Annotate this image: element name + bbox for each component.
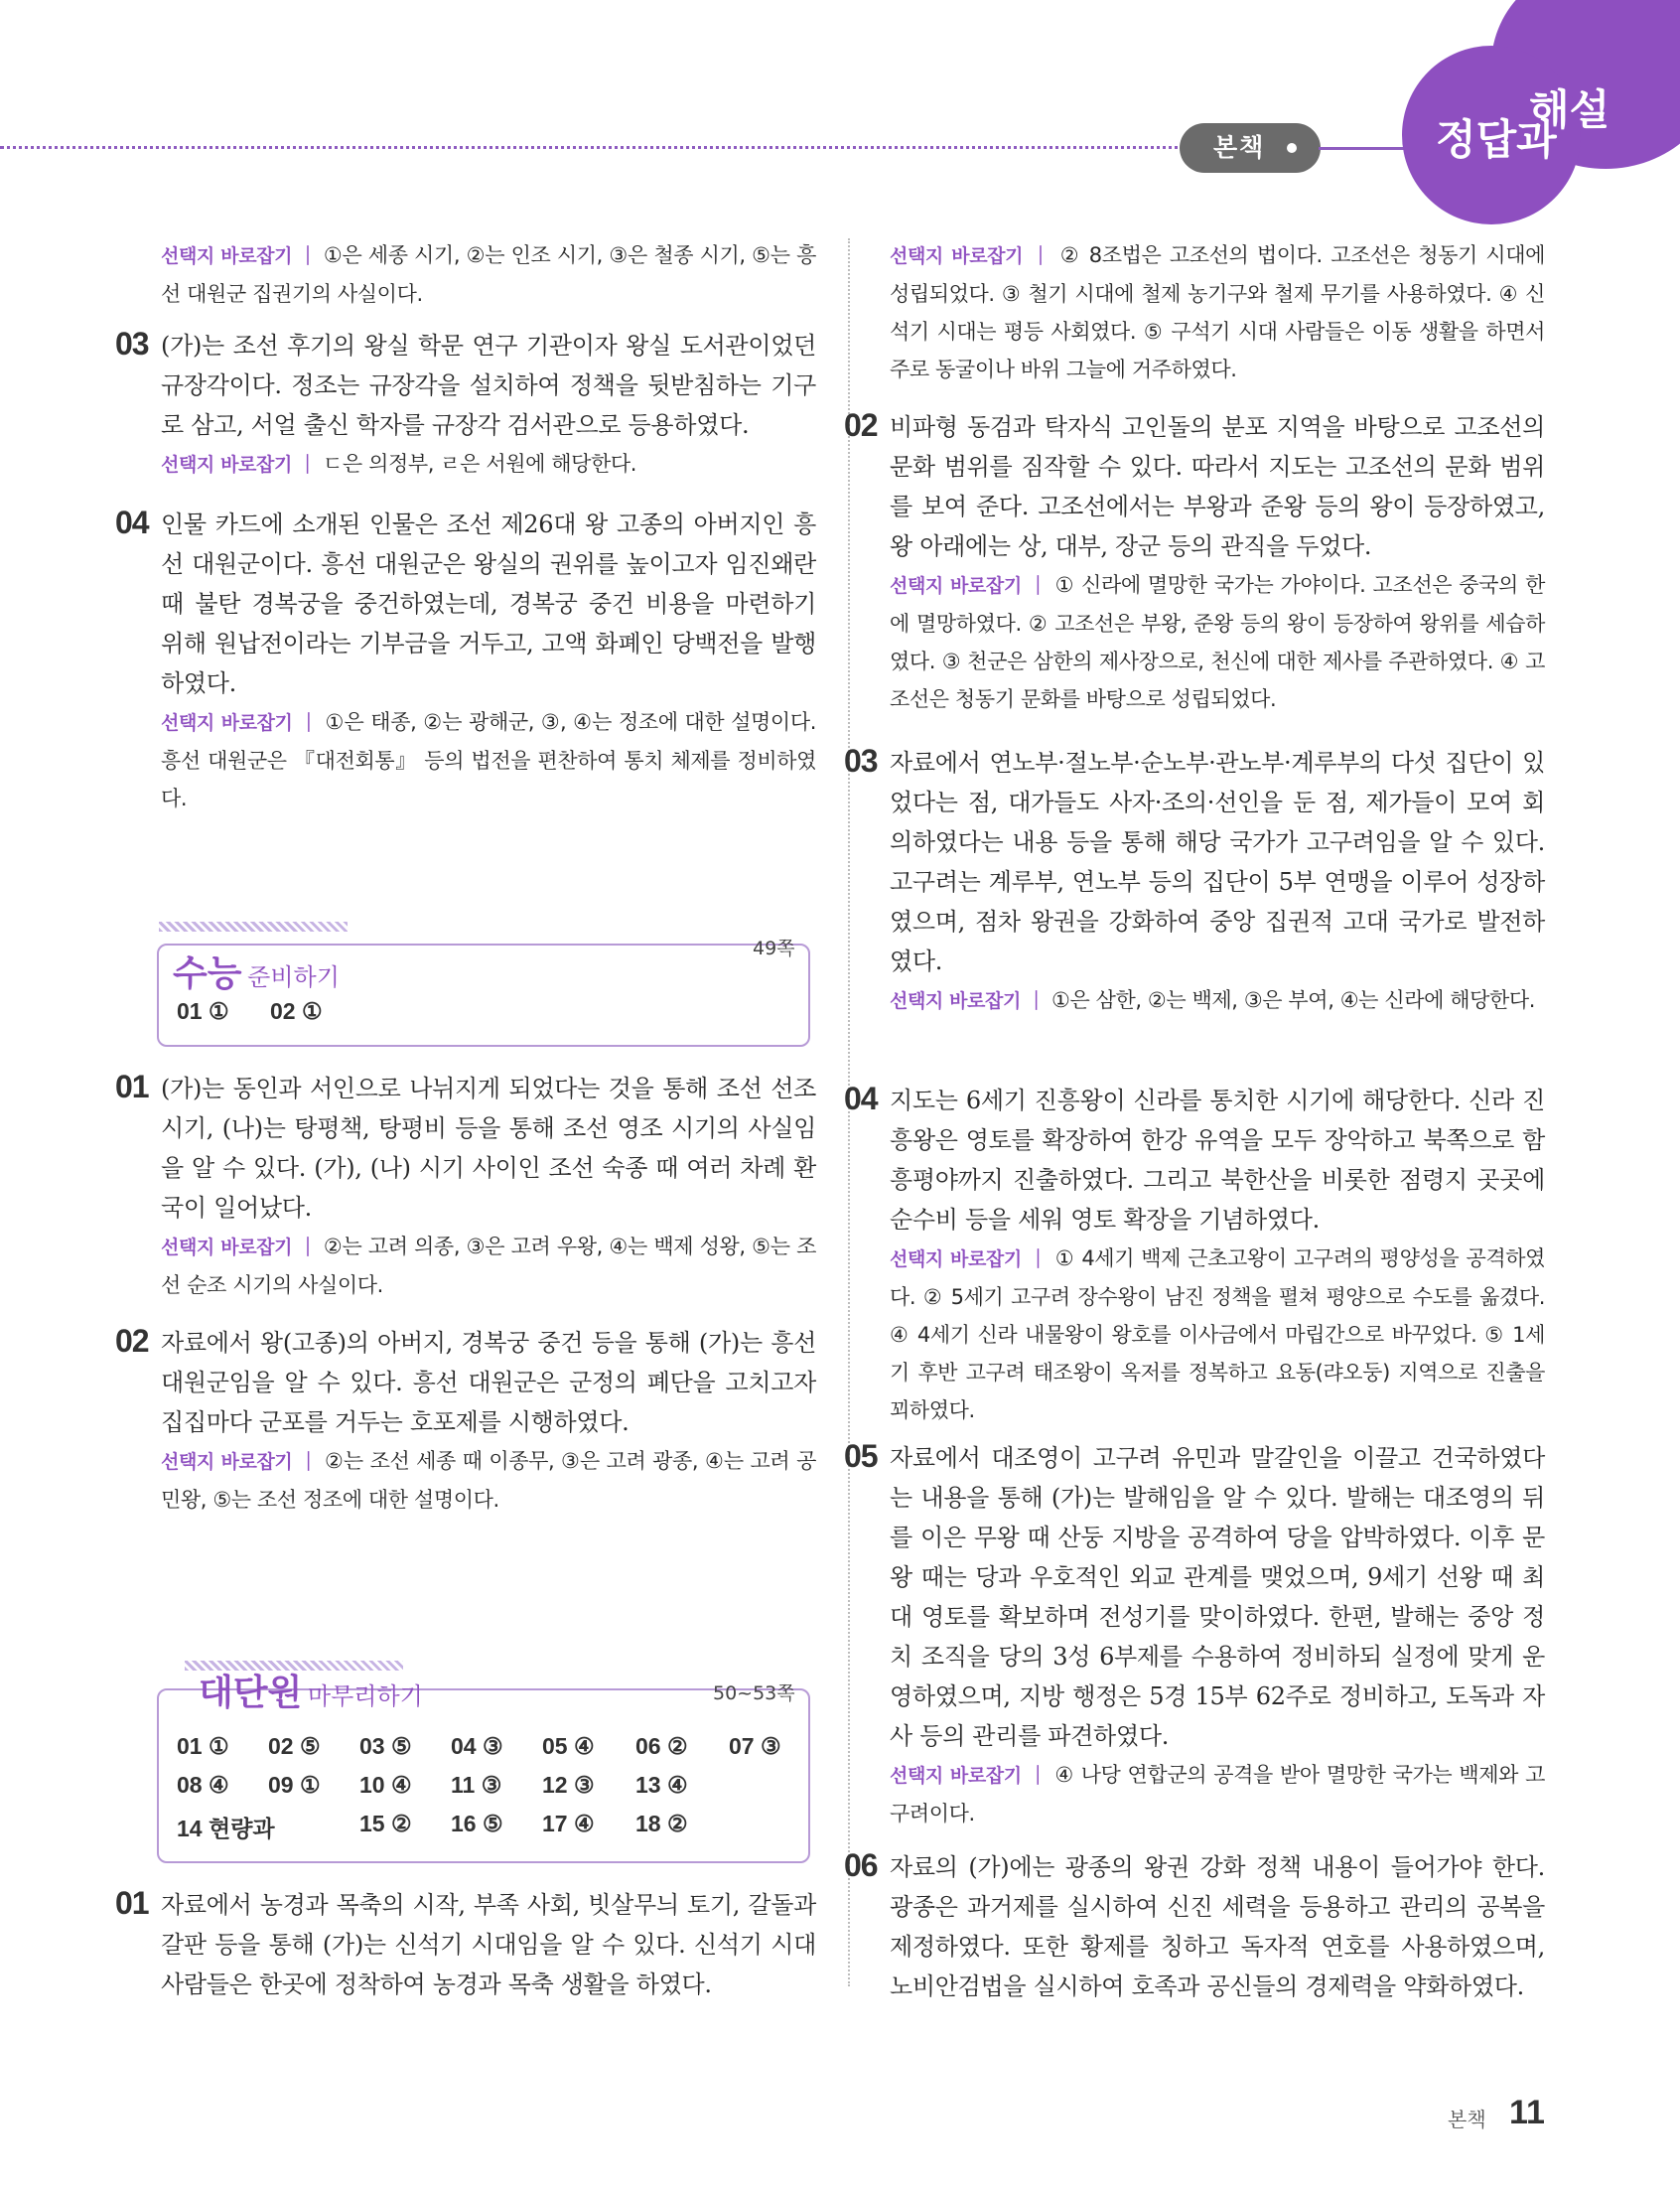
page-number: 11 [1509,2094,1545,2131]
answer-cell: 11 ③ [451,1772,502,1798]
answer-cell: 01 ① [177,1733,229,1759]
fix-text: ② 8조법은 고조선의 법이다. 고조선은 청동기 시대에 성립되었다. ③ 철기 시대에 철제 농기구와 철제 무기를 사용하였다. ④ 신석기 시대는 평등 사회였다. ⑤ 구석기 시대 사람들은 이동 생활을 하면서 주로 동굴이나 바위 그늘에 거주하였다. [890,243,1545,381]
item-text: 자료에서 연노부·절노부·순노부·관노부·계루부의 다섯 집단이 있었다는 점, 대가들도 사자·조의·선인을 둔 점, 제가들이 모여 회의하였다는 내용 등을 통해 해당 국가가 고구려임을 알 수 있다. 고구려는 계루부, 연노부 등의 집단이 5부 연맹을 이루어 성장하였으며, 점차 왕권을 강화하여 중앙 집권적 고대 국가로 발전하였다. [890,749,1545,975]
pill-dot [1287,143,1297,153]
suneung-item-01 [115,1069,816,1304]
left-item-04 [115,505,816,817]
section-pill [1180,123,1321,173]
fix-text: ① 4세기 백제 근초고왕이 고구려의 평양성을 공격하였다. ② 5세기 고구려 장수왕이 남진 정책을 펼쳐 평양으로 수도를 옮겼다. ④ 4세기 신라 내물왕이 왕호를 이사금에서 마립간으로 바꾸었다. ⑤ 1세기 후반 고구려 태조왕이 옥저를 정복하고 요동(랴오둥) 지역으로 진출을 꾀하였다. [890,1246,1545,1422]
item-text: 자료에서 대조영이 고구려 유민과 말갈인을 이끌고 건국하였다는 내용을 통해 (가)는 발해임을 알 수 있다. 발해는 대조영의 뒤를 이은 무왕 때 산둥 지방을 공격하여 당을 압박하였다. 이후 문왕 때는 당과 우호적인 외교 관계를 맺었으며, 9세기 선왕 때 최대 영토를 확보하며 전성기를 맞이하였다. 한편, 발해는 중앙 정치 조직을 당의 3성 6부제를 수용하여 정비하되 실정에 맞게 운영하였으며, 지방 행정은 5경 15부 62주로 정비하고, 도독과 자사 등의 관리를 파견하였다. [890,1444,1545,1750]
fix-text: ①은 세종 시기, ②는 인조 시기, ③은 철종 시기, ⑤는 흥선 대원군 집권기의 사실이다. [161,243,816,306]
item-text: (가)는 동인과 서인으로 나뉘지게 되었다는 것을 통해 조선 선조 시기, (나)는 탕평책, 탕평비 등을 통해 조선 영조 시기의 사실임을 알 수 있다. (가), (나) 시기 사이인 조선 숙종 때 여러 차례 환국이 일어났다. [161,1075,816,1222]
answer-cell: 13 ④ [635,1772,688,1798]
suneung-answer-01: 01 ① [177,998,229,1024]
item-number: 02 [115,1323,149,1359]
daedanwon-title-big: 대단원 [199,1673,303,1713]
answer-cell: 15 ② [359,1811,412,1836]
answer-cell: 05 ④ [542,1733,595,1759]
fix-tag: 선택지 바로잡기 ｜ [161,712,319,734]
fix-text: ① 신라에 멸망한 국가는 가야이다. 고조선은 중국의 한에 멸망하였다. ② 고조선은 부왕, 준왕 등의 왕이 등장하여 왕위를 세습하였다. ③ 천군은 삼한의 제사장으로, 천신에 대한 제사를 주관하였다. ④ 고조선은 청동기 문화를 바탕으로 성립되었다. [890,573,1545,711]
item-text: 인물 카드에 소개된 인물은 조선 제26대 왕 고종의 아버지인 흥선 대원군이다. 흥선 대원군은 왕실의 권위를 높이고자 임진왜란 때 불탄 경복궁을 중건하였는데, 경복궁 중건 비용을 마련하기 위해 원납전이라는 기부금을 거두고, 고액 화폐인 당백전을 발행하였다. [161,511,816,697]
header-dotted-line [0,146,1281,149]
fix-tag: 선택지 바로잡기 ｜ [161,245,318,267]
right-item-02 [844,407,1545,718]
fix-text: ②는 고려 의종, ③은 고려 우왕, ④는 백제 성왕, ⑤는 조선 순조 시기의 사실이다. [161,1235,816,1297]
fix-tag: 선택지 바로잡기 ｜ [890,245,1052,267]
brand-main: 정답과 [1436,115,1557,164]
fix-tag: 선택지 바로잡기 ｜ [161,1451,319,1473]
section-label: 본책 [1213,133,1266,162]
answer-cell: 03 ⑤ [359,1733,412,1759]
item-number: 01 [115,1069,149,1104]
fix-tag: 선택지 바로잡기 ｜ [890,990,1046,1012]
fix-text: ①은 삼한, ②는 백제, ③은 부여, ④는 신라에 해당한다. [1051,988,1536,1012]
item-number: 01 [115,1885,149,1921]
fix-tag: 선택지 바로잡기 ｜ [161,1237,318,1258]
item-number: 04 [115,505,149,540]
item-text: 비파형 동검과 탁자식 고인돌의 분포 지역을 바탕으로 고조선의 문화 범위를 짐작할 수 있다. 따라서 지도는 고조선의 문화 범위를 보여 준다. 고조선에서는 부왕과 준왕 등의 왕이 등장하였고, 왕 아래에는 상, 대부, 장군 등의 관직을 두었다. [890,413,1545,560]
answer-cell: 09 ① [268,1772,321,1798]
answer-cell: 16 ⑤ [451,1811,503,1836]
item-text: 자료에서 농경과 목축의 시작, 부족 사회, 빗살무늬 토기, 갈돌과 갈판 등을 통해 (가)는 신석기 시대임을 알 수 있다. 신석기 시대 사람들은 한곳에 정착하여 농경과 목축 생활을 하였다. [161,1891,816,1998]
suneung-hatch [159,922,348,932]
pill-connector [1319,147,1408,150]
right-item-03 [844,743,1545,1020]
fix-text: ①은 태종, ②는 광해군, ③, ④는 정조에 대한 설명이다. 흥선 대원군은 『대전회통』 등의 법전을 편찬하여 통치 체제를 정비하였다. [161,710,816,810]
fix-tag: 선택지 바로잡기 ｜ [890,1765,1049,1787]
fix-tag: 선택지 바로잡기 ｜ [890,575,1049,597]
answer-cell: 17 ④ [542,1811,595,1836]
answer-cell: 04 ③ [451,1733,503,1759]
item-number: 04 [844,1081,878,1116]
answer-cell: 14 현량과 [177,1816,275,1841]
right-item-04 [844,1081,1545,1429]
fix-text: ④ 나당 연합군의 공격을 받아 멸망한 국가는 백제와 고구려이다. [890,1763,1545,1825]
suneung-title [173,946,340,996]
item-number: 03 [844,743,878,779]
brand-sub: 해설 [1529,85,1610,134]
daedanwon-title-small: 마무리하기 [307,1682,423,1710]
fix-tag: 선택지 바로잡기 ｜ [890,1248,1049,1270]
suneung-answer-02: 02 ① [270,998,323,1024]
answer-cell: 18 ② [635,1811,688,1836]
item-text: 자료에서 왕(고종)의 아버지, 경복궁 중건 등을 통해 (가)는 흥선 대원군임을 알 수 있다. 흥선 대원군은 군정의 폐단을 고치고자 집집마다 군포를 거두는 호포제를 시행하였다. [161,1329,816,1436]
fix-text: ②는 조선 세종 때 이종무, ③은 고려 광종, ④는 고려 공민왕, ⑤는 조선 정조에 대한 설명이다. [161,1449,816,1512]
fix-text: ㄷ은 의정부, ㄹ은 서원에 해당한다. [323,452,637,476]
item-number: 02 [844,407,878,443]
suneung-title-small: 준비하기 [247,963,340,991]
fix-tag: 선택지 바로잡기 ｜ [161,454,317,476]
daedanwon-page-ref: 50~53쪽 [713,1682,795,1704]
suneung-item-02 [115,1323,816,1519]
item-text: 자료의 (가)에는 광종의 왕권 강화 정책 내용이 들어가야 한다. 광종은 과거제를 실시하여 신진 세력을 등용하고 관리의 공복을 제정하였다. 또한 황제를 칭하고 독자적 연호를 사용하였으며, 노비안검법을 실시하여 호족과 공신들의 경제력을 약화하였다. [890,1853,1545,2000]
item-number: 03 [115,326,149,362]
item-number: 05 [844,1438,878,1474]
answer-cell: 12 ③ [542,1772,595,1798]
answer-cell: 02 ⑤ [268,1733,321,1759]
right-item-05 [844,1438,1545,1832]
left-item-03 [115,326,816,484]
right-intro-fix [890,236,1545,388]
item-number: 06 [844,1847,878,1883]
item-text: 지도는 6세기 진흥왕이 신라를 통치한 시기에 해당한다. 신라 진흥왕은 영토를 확장하여 한강 유역을 모두 장악하고 북쪽으로 함흥평야까지 진출하였다. 그리고 북한산을 비롯한 점령지 곳곳에 순수비 등을 세워 영토 확장을 기념하였다. [890,1087,1545,1234]
suneung-page-ref: 49쪽 [753,938,795,959]
answer-cell: 06 ② [635,1733,688,1759]
daedanwon-item-01 [115,1885,816,2004]
daedanwon-title [199,1665,423,1715]
right-item-06 [844,1847,1545,2006]
answer-cell: 07 ③ [729,1733,781,1759]
left-intro-fix [161,236,816,313]
item-text: (가)는 조선 후기의 왕실 학문 연구 기관이자 왕실 도서관이었던 규장각이다. 정조는 규장각을 설치하여 정책을 뒷받침하는 기구로 삼고, 서얼 출신 학자를 규장각 검서관으로 등용하였다. [161,332,816,439]
footer-label: 본책 [1448,2108,1486,2131]
answer-cell: 08 ④ [177,1772,229,1798]
answer-cell: 10 ④ [359,1772,412,1798]
suneung-title-big: 수능 [173,953,242,994]
